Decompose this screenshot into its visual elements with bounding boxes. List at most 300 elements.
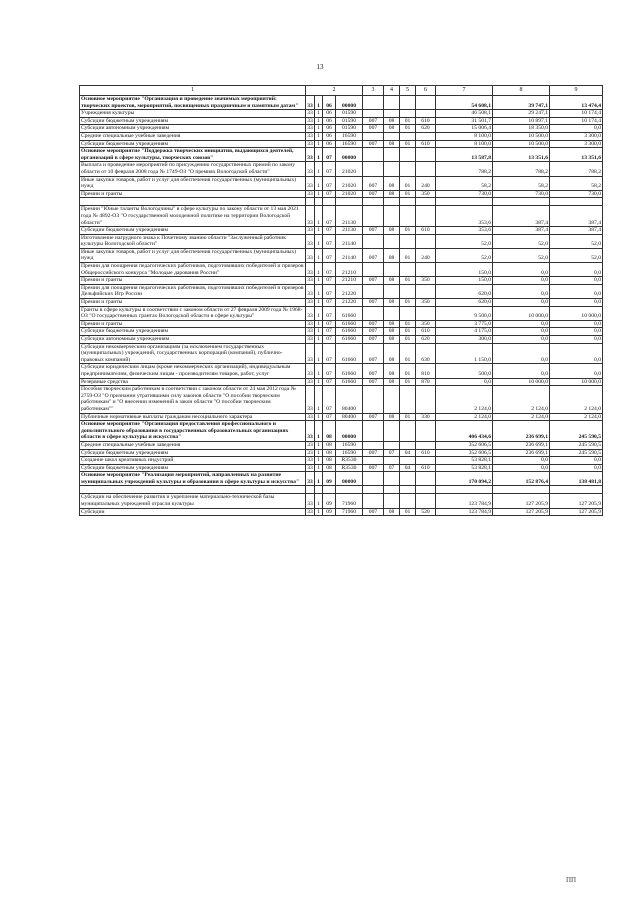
amount-year-2: 236 699,1 [493,441,550,449]
amount-year-1: 352 606,5 [436,449,493,457]
code-program: 33 [307,508,313,515]
spacer-cell [416,198,436,206]
code-program: 33 [306,206,315,227]
code-subsection [400,457,416,465]
table-row [80,263,603,277]
amount-year-1: 170 094,2 [436,472,493,486]
code-grbs [363,96,384,110]
amount-year-3: 0,0 [550,464,603,472]
code-direction: 00000 [336,96,363,110]
code-subsection: 01 [400,508,416,516]
amount-year-1: 9 500,0 [436,306,493,320]
amount-year-3: 0,0 [550,364,603,378]
code-direction: 21140 [336,248,363,262]
code-subprogram: 1 [315,336,323,344]
row-name: Средние специальные учебные заведения [80,441,306,449]
spacer-cell [384,486,400,494]
amount-year-1: 2 124,0 [436,413,493,421]
code-program: 33 [307,299,313,306]
code-subprogram: 1 [315,328,323,336]
code-direction: R3530 [336,457,363,465]
table-row [80,96,603,110]
code-direction: 21140 [336,234,363,248]
code-subsection [400,421,416,442]
amount-year-3: 387,4 [550,206,603,227]
code-subprogram: 1 [315,117,323,125]
code-grbs [363,457,384,465]
code-grbs [363,110,384,118]
row-name: Создание школ креативных индустрий [80,457,306,465]
code-subprogram: 1 [315,421,323,442]
code-grbs: 007 [363,464,384,472]
code-program: 33 [306,248,315,262]
amount-year-2: 127 205,9 [493,494,550,508]
code-direction: 71960 [336,508,363,516]
code-section: 08 [384,364,400,378]
amount-year-2: 236 699,1 [493,421,550,442]
code-direction: 71960 [336,494,363,508]
code-program: 33 [307,457,313,464]
code-expense-type: 620 [416,125,436,133]
code-subprogram: 1 [315,472,323,486]
code-subprogram: 1 [315,494,323,508]
amount-year-3: 2 124,0 [550,413,603,421]
code-direction: 21130 [336,206,363,227]
code-expense-type [416,263,436,277]
code-event: 06 [323,132,336,140]
table-row [80,494,603,508]
amount-year-3: 2 124,0 [550,386,603,413]
code-subsection: 01 [400,378,416,386]
code-expense-type: 630 [416,343,436,364]
code-section: 08 [384,328,400,336]
code-program: 33 [306,96,315,110]
code-subsection: 01 [400,227,416,235]
code-event: 07 [323,306,336,320]
code-expense-type [416,441,436,449]
code-grbs [363,284,384,298]
code-event: 09 [323,472,336,486]
code-direction: 80400 [336,386,363,413]
amount-year-3: 0,0 [550,263,603,277]
spacer-cell [306,486,315,494]
amount-year-3: 127 205,9 [550,494,603,508]
code-grbs: 007 [363,364,384,378]
code-expense-type [416,206,436,227]
code-section: 07 [384,449,400,457]
amount-year-2: 152 876,4 [493,472,550,486]
header-cell: 5 [400,86,416,96]
table-row [80,277,603,285]
code-subprogram: 1 [315,277,323,285]
amount-year-3: 0,0 [550,457,603,465]
row-name: Субсидии бюджетным учреждениям [80,117,306,125]
code-direction: 61660 [336,343,363,364]
row-name: Выплата и проведение мероприятий по присуждению государственных премий по закону области от 10 февраля 2008 года № 1749-ОЗ "О премиях Вологодской области" [80,162,306,176]
amount-year-2: 0,0 [493,364,550,378]
code-event: 09 [323,508,336,516]
amount-year-3: 0,0 [550,343,603,364]
code-subprogram: 1 [315,206,323,227]
code-grbs: 007 [363,277,384,285]
amount-year-1: 53 828,1 [436,457,493,465]
code-section [384,457,400,465]
code-grbs: 007 [363,449,384,457]
amount-year-2: 10 897,1 [493,117,550,125]
header-cell: 2 [306,86,363,96]
amount-year-2: 10 000,0 [493,378,550,386]
code-expense-type: 610 [416,328,436,336]
code-section: 08 [384,190,400,198]
code-grbs [363,421,384,442]
code-grbs: 007 [363,328,384,336]
header-cell: 4 [384,86,400,96]
amount-year-1: 150,0 [436,277,493,285]
row-name: Субсидии юридическим лицам (кроме некоммерческих организаций), индивидуальным предпринимателям, физическим лицам - производителям товаров, работ, услуг [80,364,306,378]
amount-year-1: 352 606,5 [436,441,493,449]
code-section: 08 [384,508,400,516]
row-name: Субсидии бюджетным учреждениям [80,227,306,235]
spacer-cell [336,486,363,494]
code-expense-type: 350 [416,320,436,328]
table-row [80,421,603,442]
amount-year-3: 0,0 [550,125,603,133]
row-name: Премии и гранты [80,299,306,307]
code-subprogram: 1 [315,306,323,320]
amount-year-2: 0,0 [493,277,550,285]
table-row [80,306,603,320]
amount-year-2: 0,0 [493,320,550,328]
code-subprogram: 1 [315,140,323,148]
code-event: 07 [323,190,336,198]
amount-year-3: 0,0 [550,320,603,328]
header-cell: 3 [363,86,384,96]
code-program: 33 [306,284,315,298]
code-grbs: 007 [363,508,384,516]
row-name: Премии и гранты [80,320,306,328]
amount-year-2: 127 205,9 [493,508,550,516]
table-row [80,413,603,421]
amount-year-1: 46 508,1 [436,110,493,118]
amount-year-2: 0,0 [493,263,550,277]
amount-year-2: 0,0 [493,343,550,364]
table-row [80,284,603,298]
code-event: 07 [323,413,336,421]
code-subsection: 01 [400,248,416,262]
spacer-cell [436,486,493,494]
code-program: 33 [306,176,315,190]
code-subsection [400,206,416,227]
code-grbs [363,148,384,162]
amount-year-1: 353,6 [436,227,493,235]
row-name: Премии "Юные таланты Вологодчины" в сфере культуры по закону области от 13 мая 2021 года № 4892-ОЗ "О государственной молодежной политике на территории Вологодской области" [80,206,306,227]
spacer-cell [493,198,550,206]
spacer-row [80,198,603,206]
code-section: 08 [384,125,400,133]
table-row [80,227,603,235]
amount-year-2: 0,0 [493,464,550,472]
code-event: 07 [323,162,336,176]
code-event: 08 [323,441,336,449]
code-subsection [400,263,416,277]
code-section: 08 [384,140,400,148]
code-event: 07 [323,320,336,328]
amount-year-3: 52,0 [550,234,603,248]
code-expense-type [416,132,436,140]
code-expense-type: 350 [416,299,436,307]
header-cell: 6 [416,86,436,96]
code-grbs [363,234,384,248]
code-subsection [400,386,416,413]
code-expense-type [416,110,436,118]
code-section [384,494,400,508]
code-event: 07 [323,378,336,386]
code-subsection: 01 [400,328,416,336]
code-section [384,306,400,320]
code-subsection [400,472,416,486]
code-expense-type: 520 [416,508,436,516]
code-subsection: 01 [400,140,416,148]
code-direction: 61660 [336,306,363,320]
row-name: Субсидии автономным учреждениям [80,125,306,133]
code-direction: 00000 [336,421,363,442]
code-event: 09 [323,494,336,508]
code-program: 33 [306,364,315,378]
spacer-cell [363,486,384,494]
code-section: 08 [384,378,400,386]
table-row [80,117,603,125]
code-program: 33 [306,421,315,442]
code-event: 07 [323,364,336,378]
row-name: Средние специальные учебные заведения [80,132,306,140]
code-subprogram: 1 [315,284,323,298]
code-program: 33 [307,328,313,335]
code-subprogram: 1 [315,464,323,472]
amount-year-2: 730,0 [493,190,550,198]
code-subsection: 01 [400,336,416,344]
code-direction: 16590 [336,449,363,457]
code-expense-type [416,96,436,110]
code-event: 07 [323,148,336,162]
amount-year-1: 52,0 [436,248,493,262]
amount-year-1: 8 100,0 [436,132,493,140]
code-subprogram: 1 [315,343,323,364]
corner-mark: ПП [566,876,577,884]
code-program: 33 [306,263,315,277]
code-grbs [363,162,384,176]
code-grbs: 007 [363,176,384,190]
code-subprogram: 1 [315,508,323,516]
code-subprogram: 1 [315,227,323,235]
code-grbs [363,441,384,449]
code-program: 33 [307,117,313,124]
table-row [80,299,603,307]
table-row [80,162,603,176]
table-row [80,148,603,162]
amount-year-3: 138 481,8 [550,472,603,486]
amount-year-1: 353,6 [436,206,493,227]
amount-year-3: 730,0 [550,190,603,198]
header-row [80,86,603,96]
spacer-cell [323,486,336,494]
row-name: Субсидии [80,508,306,516]
code-subprogram: 1 [315,132,323,140]
code-expense-type: 610 [416,227,436,235]
amount-year-1: 15 006,4 [436,125,493,133]
code-direction: R3530 [336,464,363,472]
table-row [80,206,603,227]
code-program: 33 [307,277,313,284]
table-row [80,132,603,140]
amount-year-1: 0,0 [436,378,493,386]
code-event: 07 [323,336,336,344]
table-row [80,336,603,344]
row-name: Публичные нормативные выплаты гражданам несоциального характера [80,413,306,421]
amount-year-2: 18 350,0 [493,125,550,133]
table-row [80,320,603,328]
code-event: 08 [323,421,336,442]
code-expense-type [416,284,436,298]
amount-year-2: 58,2 [493,176,550,190]
row-name: Премии и гранты [80,190,306,198]
row-name: Субсидии на обеспечение развития и укрепление материально-технической базы муниципальных учреждений отрасли культуры [80,494,306,508]
row-name: Изготовление нагрудного знака к Почетному званию области "Заслуженный работник культуры Вологодской области" [80,234,306,248]
code-grbs: 007 [363,125,384,133]
code-grbs: 007 [363,248,384,262]
code-direction: 21020 [336,176,363,190]
code-subsection [400,306,416,320]
code-program: 33 [307,110,313,117]
code-subprogram: 1 [315,299,323,307]
code-subsection: 01 [400,125,416,133]
amount-year-1: 4 175,0 [436,328,493,336]
code-direction: 21210 [336,263,363,277]
code-subsection [400,441,416,449]
code-subsection: 01 [400,413,416,421]
amount-year-1: 13 587,8 [436,148,493,162]
table-row [80,234,603,248]
amount-year-1: 150,0 [436,263,493,277]
code-grbs: 007 [363,227,384,235]
table-row [80,190,603,198]
spacer-cell [80,486,306,494]
code-event: 06 [323,125,336,133]
code-expense-type [416,386,436,413]
code-program: 33 [307,320,313,327]
amount-year-3: 245 590,5 [550,421,603,442]
table-row [80,386,603,413]
amount-year-2: 29 247,1 [493,110,550,118]
code-section [384,421,400,442]
spacer-cell [400,198,416,206]
amount-year-1: 730,0 [436,190,493,198]
code-program: 33 [306,148,315,162]
table-body [80,96,603,516]
code-section [384,441,400,449]
amount-year-3: 3 300,0 [550,140,603,148]
row-name: Основное мероприятие "Организация предоставления профессионального и дополнительного образования в государственных образовательных организациях области в сфере культуры и искусства" [80,421,306,442]
code-event: 08 [323,457,336,465]
code-grbs [363,306,384,320]
table-row [80,176,603,190]
amount-year-1: 1 150,0 [436,343,493,364]
row-name: Субсидии бюджетным учреждениям [80,140,306,148]
row-name: Субсидии автономным учреждениям [80,336,306,344]
amount-year-2: 52,0 [493,248,550,262]
code-subprogram: 1 [315,263,323,277]
code-section: 08 [384,248,400,262]
header-cell: 1 [80,86,306,96]
code-direction: 21220 [336,284,363,298]
code-direction: 61660 [336,378,363,386]
amount-year-3: 10 000,0 [550,306,603,320]
row-name: Премии для поощрения педагогических работников, подготовивших победителей и призеров Общероссийского конкурса "Молодые дарования России" [81,263,304,276]
amount-year-2: 0,0 [493,336,550,344]
code-subsection: 01 [400,299,416,307]
code-section: 08 [384,336,400,344]
amount-year-1: 620,0 [436,284,493,298]
amount-year-2: 52,0 [493,234,550,248]
code-section [384,234,400,248]
header-cell: 8 [493,86,550,96]
amount-year-2: 10 000,0 [493,306,550,320]
code-event: 07 [323,328,336,336]
code-direction: 21020 [336,162,363,176]
amount-year-1: 53 828,1 [436,464,493,472]
row-name: Основное мероприятие "Поддержка творческих инициатив, выдающихся деятелей, организаций в сфере культуры, творческих союзов" [80,148,306,162]
code-event: 07 [323,263,336,277]
spacer-cell [416,486,436,494]
code-event: 06 [323,117,336,125]
code-direction: 80400 [336,413,363,421]
amount-year-2: 13 351,6 [493,148,550,162]
amount-year-2: 2 124,0 [493,386,550,413]
code-subsection: 04 [400,449,416,457]
code-program: 33 [307,464,313,471]
table-row [80,472,603,486]
code-expense-type [416,421,436,442]
code-grbs [363,494,384,508]
code-section [384,148,400,162]
code-direction: 16590 [336,132,363,140]
amount-year-1: 58,2 [436,176,493,190]
code-subprogram: 1 [315,234,323,248]
code-grbs: 007 [363,413,384,421]
spacer-cell [80,198,306,206]
code-section: 08 [384,413,400,421]
code-event: 08 [323,464,336,472]
code-expense-type: 870 [416,378,436,386]
code-expense-type: 350 [416,190,436,198]
code-program: 33 [306,306,315,320]
spacer-cell [363,198,384,206]
code-subsection [400,110,416,118]
code-subsection [400,132,416,140]
code-section: 08 [384,176,400,190]
amount-year-3: 10 000,0 [550,378,603,386]
code-section: 08 [384,277,400,285]
code-section: 08 [384,299,400,307]
code-expense-type [416,162,436,176]
amount-year-1: 300,0 [436,336,493,344]
code-section [384,96,400,110]
code-subprogram: 1 [315,386,323,413]
table-row [80,328,603,336]
code-grbs [363,472,384,486]
code-section: 07 [384,464,400,472]
code-program: 33 [307,140,313,147]
table-row [80,441,603,449]
